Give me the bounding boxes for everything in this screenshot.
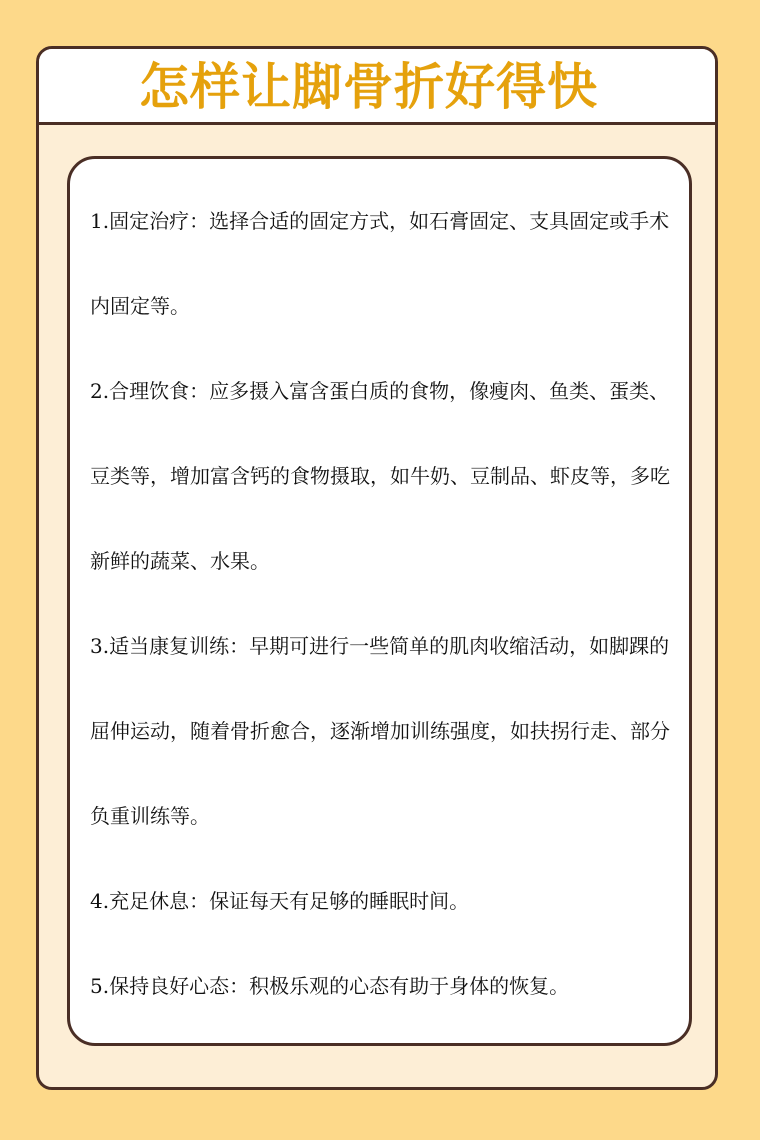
list-item: [90, 944, 680, 1029]
list-item: [90, 604, 680, 859]
item-number: 5.: [90, 974, 110, 998]
header-band: [39, 49, 715, 125]
page-title: 怎样让脚骨折好得快: [139, 58, 598, 116]
item-number: 2.: [90, 379, 110, 403]
item-number: 1.: [90, 209, 110, 233]
item-text: 适当康复训练：早期可进行一些简单的肌肉收缩活动，如脚踝的屈伸运动，随着骨折愈合，逐渐增加训练强度，如扶拐行走、部分负重训练等。: [90, 634, 670, 828]
item-number: 3.: [90, 634, 110, 658]
content-card: [67, 156, 692, 1046]
list-item: [90, 179, 680, 349]
list-item: [90, 859, 680, 944]
item-text: 充足休息：保证每天有足够的睡眠时间。: [109, 889, 470, 913]
list-item: [90, 349, 680, 604]
item-text: 合理饮食：应多摄入富含蛋白质的食物，像瘦肉、鱼类、蛋类、豆类等，增加富含钙的食物摄取，如牛奶、豆制品、虾皮等，多吃新鲜的蔬菜、水果。: [90, 379, 670, 573]
content-list: [90, 179, 680, 1029]
item-number: 4.: [90, 889, 110, 913]
item-text: 保持良好心态：积极乐观的心态有助于身体的恢复。: [109, 974, 570, 998]
item-text: 固定治疗：选择合适的固定方式，如石膏固定、支具固定或手术内固定等。: [90, 209, 670, 318]
